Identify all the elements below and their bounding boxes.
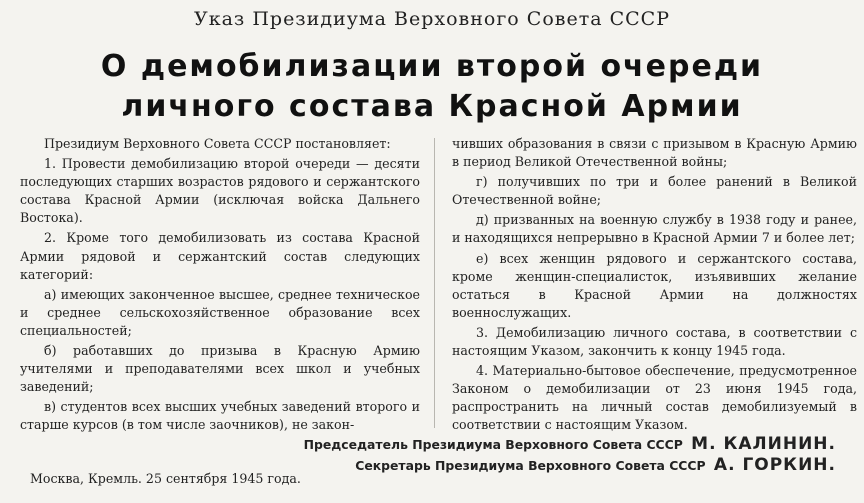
title-line-1: О демобилизации второй очереди [100, 49, 764, 84]
column-divider [434, 138, 435, 428]
place-and-date: Москва, Кремль. 25 сентября 1945 года. [30, 471, 301, 486]
signature-role: Секретарь Президиума Верховного Совета СССР [355, 458, 706, 473]
paragraph: е) всех женщин рядового и сержантского состава, кроме женщин-специалисток, изъявивших желание остаться в Красной Армии на должностях военнослужащих. [452, 250, 857, 320]
signature-role: Председатель Президиума Верховного Совета СССР [303, 437, 683, 452]
left-column [20, 135, 420, 437]
decree-heading: Указ Президиума Верховного Совета СССР [194, 8, 670, 30]
signature-secretary [355, 455, 836, 475]
paragraph-continuation: чивших образования в связи с призывом в Красную Армию в период Великой Отечественной войны; [452, 136, 857, 170]
paragraph: б) работавших до призыва в Красную Армию учителями и преподавателями всех школ и учебных заведений; [20, 343, 420, 395]
paragraph: д) призванных на военную службу в 1938 году и ранее, и находящихся непрерывно в Красной Армии 7 и более лет; [452, 212, 857, 246]
paragraph: 4. Материально-бытовое обеспечение, предусмотренное Законом о демобилизации от 23 июня 1945 года, распространить на личный состав демобилизуемый в соответствии с настоящим Указом. [452, 363, 857, 433]
signature-chairman [304, 434, 836, 454]
paragraph: 1. Провести демобилизацию второй очереди — десяти последующих старших возрастов рядового и сержантского состава Красной Армии (исключая войска Дальнего Востока). [20, 156, 420, 226]
title-line-2: личного состава Красной Армии [121, 89, 743, 124]
right-column [452, 135, 857, 437]
paragraph: в) студентов всех высших учебных заведений второго и старше курсов (в том числе заочников), не закон- [20, 399, 420, 433]
paragraph: Президиум Верховного Совета СССР постановляет: [44, 136, 391, 151]
decree-title [0, 47, 864, 127]
paragraph: г) получивших по три и более ранений в Великой Отечественной войне; [452, 174, 857, 208]
paragraph: 3. Демобилизацию личного состава, в соответствии с настоящим Указом, закончить к концу 1945 года. [452, 324, 857, 359]
paragraph: а) имеющих законченное высшее, среднее техническое и среднее сельскохозяйственное образование всех специальностей; [20, 286, 420, 338]
paragraph: 2. Кроме того демобилизовать из состава Красной Армии рядовой и сержантский состав следующих категорий: [20, 230, 420, 282]
signature-name: М. КАЛИНИН. [691, 434, 836, 454]
signature-name: А. ГОРКИН. [713, 455, 836, 475]
